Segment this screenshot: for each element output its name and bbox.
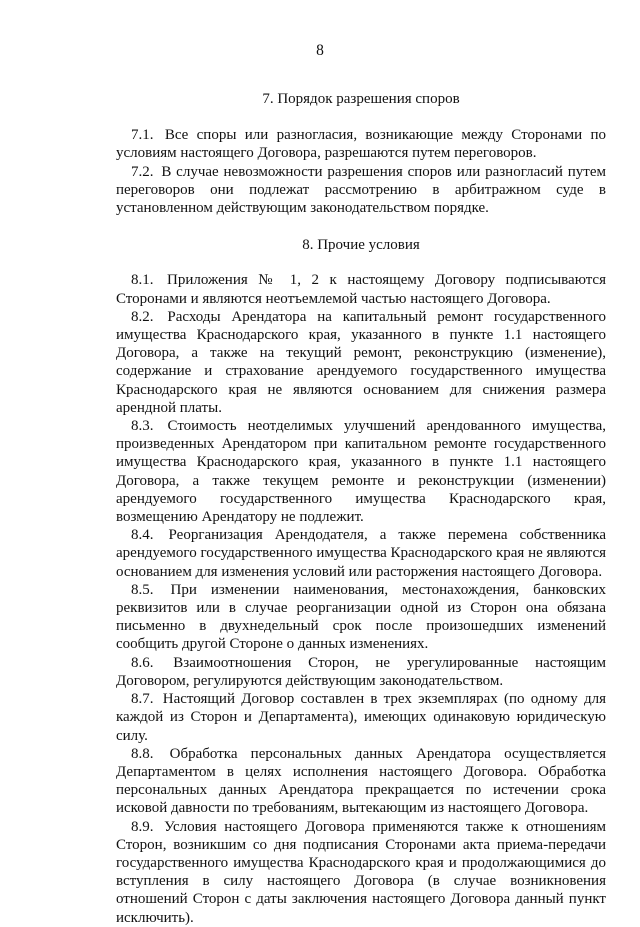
clause-text: Реорганизация Арендодателя, а также перемена собственника арендуемого государственного имущества Краснодарского края не являются основанием для изменения условий или расторжения настоящего Договора.	[116, 527, 607, 580]
section-heading-disputes: 7. Порядок разрешения споров	[262, 91, 460, 107]
clause-8-5	[116, 581, 606, 654]
clause-text: Все споры или разногласия, возникающие между Сторонами по условиям настоящего Договора, разрешаются путем переговоров.	[116, 127, 607, 162]
clause-number: 8.9.	[131, 818, 154, 835]
clause-8-4	[116, 526, 606, 581]
clause-8-3	[116, 417, 606, 526]
clause-8-1	[116, 271, 606, 307]
clause-number: 7.1.	[131, 127, 154, 144]
clause-text: При изменении наименования, местонахождения, банковских реквизитов или в случае реорганизации одной из Сторон она обязана письменно в двухнедельный срок после произошедших изменений сообщить другой Стороне о данных изменениях.	[116, 581, 606, 653]
clause-text: Взаимоотношения Сторон, не урегулированные настоящим Договором, регулируются действующим законодательством.	[116, 654, 606, 689]
clause-number: 7.2.	[131, 163, 154, 180]
clause-number: 8.4.	[131, 527, 154, 544]
page-number: 8	[316, 42, 324, 59]
clause-text: Условия настоящего Договора применяются также к отношениям Сторон, возникшим со дня подписания Сторонами акта приема-передачи государственного имущества Краснодарского края и продолжающимися до вступления в силу настоящего Договора (в случае возникновения отношений Сторон с даты заключения настоящего Договора данный пункт исключить).	[116, 818, 606, 926]
clause-8-7	[116, 690, 606, 745]
clause-number: 8.8.	[131, 745, 154, 762]
clause-8-8	[116, 745, 606, 818]
clause-7-2	[116, 163, 606, 218]
clause-number: 8.2.	[131, 308, 154, 325]
clause-number: 8.6.	[131, 654, 154, 671]
document-body	[116, 90, 606, 927]
section-heading-other-terms: 8. Прочие условия	[302, 237, 420, 254]
clause-number: 8.7.	[131, 691, 154, 708]
clause-text: Расходы Арендатора на капитальный ремонт государственного имущества Краснодарского края, указанного в пункте 1.1 настоящего Договора, а также на текущий ремонт, реконструкцию (изменение), содержание и страхование арендуемого государственного имущества Краснодарского края не являются основанием для снижения размера арендной платы.	[116, 308, 606, 416]
clause-number: 8.3.	[131, 418, 154, 435]
clause-8-9	[116, 818, 606, 927]
clause-number: 8.1.	[131, 272, 154, 289]
clause-7-1	[116, 126, 606, 162]
clause-8-2	[116, 308, 606, 417]
clause-text: Приложения № 1, 2 к настоящему Договору подписываются Сторонами и являются неотъемлемой частью настоящего Договора.	[116, 272, 606, 307]
clause-text: Обработка персональных данных Арендатора осуществляется Департаментом в целях исполнения настоящего Договора. Обработка персональных данных Арендатора прекращается по истечении срока исковой давности по требованиям, вытекающим из настоящего Договора.	[116, 745, 606, 817]
clause-text: Настоящий Договор составлен в трех экземплярах (по одному для каждой из Сторон и Департамента), имеющих одинаковую юридическую силу.	[116, 691, 607, 744]
clause-text: В случае невозможности разрешения споров или разногласий путем переговоров они подлежат рассмотрению в арбитражном суде в установленном действующим законодательством порядке.	[116, 163, 607, 217]
clause-number: 8.5.	[131, 581, 154, 598]
clause-text: Стоимость неотделимых улучшений арендованного имущества, произведенных Арендатором при капитальном ремонте государственного имущества Краснодарского края, указанного в пункте 1.1 настоящего Договора, а также текущем ремонте и реконструкции (изменении) арендуемого государственного имущества Краснодарского края, возмещению Арендатору не подлежит.	[116, 418, 606, 526]
clause-8-6	[116, 654, 606, 690]
